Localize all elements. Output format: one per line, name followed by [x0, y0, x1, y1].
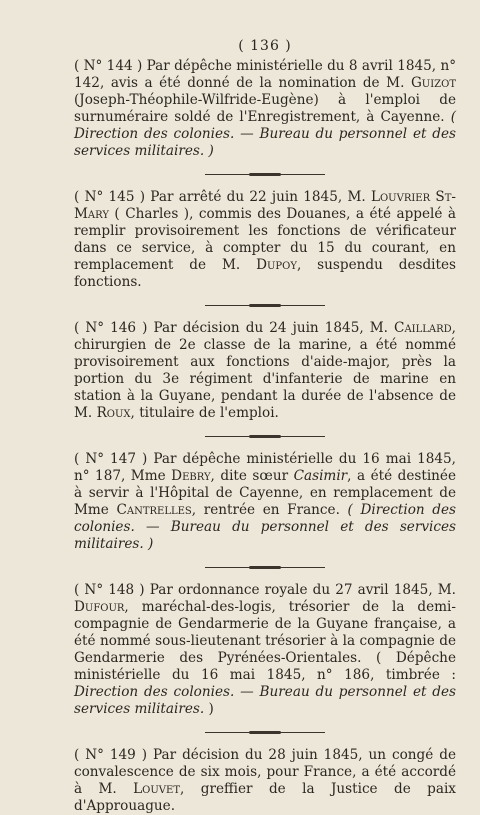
entry-145 — [74, 189, 456, 291]
section-divider — [74, 174, 456, 175]
person-name: Dufour — [74, 599, 125, 615]
entry-149 — [74, 747, 456, 815]
person-name: Caillard — [394, 320, 452, 336]
entry-text: ( N° 146 ) Par décision du 24 juin 1845, M. — [74, 320, 395, 336]
entry-text: ( N° 144 ) Par dépêche ministérielle du 8 avril 1845, n° 142, avis a été donné de la nomination de M. — [74, 58, 456, 91]
entry-text: ( Charles ), commis des Douanes, a été appelé à remplir provisoirement les fonctions de vérificateur dans ce service, à compter du 15 du courant, en remplacement de M. — [74, 206, 456, 273]
entry-text: , a été destinée à servir à l'Hôpital de Cayenne, en remplacement de Mme — [74, 468, 457, 518]
person-name: Roux — [96, 405, 131, 421]
person-name: Guizot — [410, 75, 456, 91]
page-number: ( 136 ) — [238, 38, 292, 54]
entry-text: , chirurgien de 2e classe de la marine, a été nommé provisoirement aux fonctions d'aide-major, près la portion du 3e régiment d'infanterie de marine en station à la Guyane, pendant la durée de l'absence de M. — [74, 320, 456, 421]
section-divider — [74, 732, 456, 733]
source-reference: ( Direction des colonies. — Bureau du personnel et des services militaires. ) — [74, 502, 456, 552]
entry-text: , greffier de la Justice de paix d'Approuague. — [74, 781, 456, 814]
person-name: Louvet — [133, 781, 181, 797]
entry-text: , dite sœur — [210, 468, 294, 484]
person-name: Dupoy — [256, 257, 297, 273]
entry-text: , titulaire de l'emploi. — [130, 405, 279, 421]
section-divider — [74, 305, 456, 306]
entry-146 — [74, 320, 456, 422]
entry-text: , maréchal-des-logis, trésorier de la demi-compagnie de Gendarmerie de la Guyane française, a été nommé sous-lieutenant trésorier à la compagnie de Gendarmerie des Pyrénées-Orientales. ( Dépêche ministérielle du 16 mai 1845, n° 186, timbrée : — [74, 599, 456, 683]
person-name: Louvrier St-Mary — [74, 189, 456, 222]
entry-147 — [74, 451, 456, 553]
entry-text: , suspendu desdites fonctions. — [74, 257, 456, 290]
source-reference: Direction des colonies. — Bureau du personnel et des services militaires. — [74, 684, 456, 717]
entry-text: , rentrée en France. — [191, 502, 348, 518]
entry-text: (Joseph-Théophile-Wilfride-Eugène) à l'emploi de surnuméraire soldé de l'Enregistrement, à Cayenne. — [74, 92, 456, 125]
source-reference: ( Direction des colonies. — Bureau du personnel et des services militaires. ) — [74, 109, 456, 159]
entry-148 — [74, 582, 456, 718]
section-divider — [74, 436, 456, 437]
religious-name: Casimir — [293, 468, 348, 484]
section-divider — [74, 567, 456, 568]
entry-text: ( N° 145 ) Par arrêté du 22 juin 1845, M. — [74, 189, 371, 205]
person-name: Cantrelles — [116, 502, 192, 518]
entry-144 — [74, 58, 456, 160]
entry-text: ( N° 147 ) Par dépêche ministérielle du 16 mai 1845, n° 187, Mme — [74, 451, 456, 484]
entry-text: ( N° 148 ) Par ordonnance royale du 27 avril 1845, M. — [74, 582, 456, 598]
entry-text: ) — [204, 701, 214, 717]
person-name: Debry — [171, 468, 211, 484]
entry-text: ( N° 149 ) Par décision du 28 juin 1845, un congé de convalescence de six mois, pour France, a été accordé à M. — [74, 747, 456, 797]
